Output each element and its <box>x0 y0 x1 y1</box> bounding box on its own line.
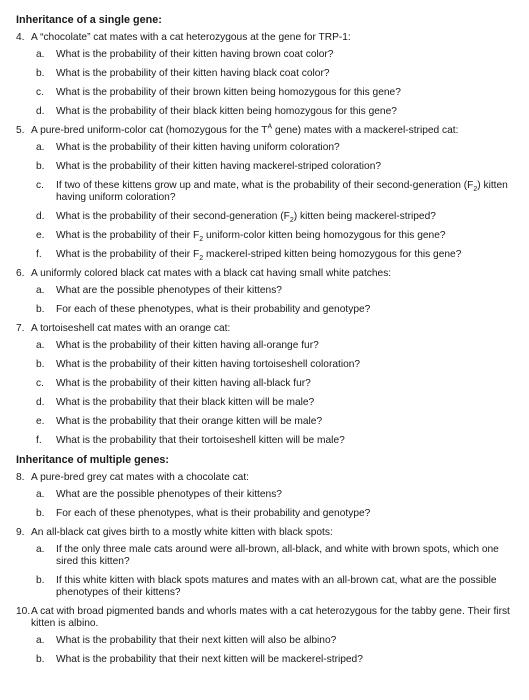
sub-question-text: What is the probability that their next kitten will also be albino? <box>56 635 337 646</box>
sub-question-letter: f. <box>36 435 42 446</box>
sub-question-letter: d. <box>36 397 45 408</box>
question-number: 7. <box>16 323 25 334</box>
sub-question <box>36 340 521 352</box>
sub-question-letter: b. <box>36 161 45 172</box>
sub-question-text: What is the probability of their kitten having tortoiseshell coloration? <box>56 359 361 370</box>
sub-question-text: What is the probability of their kitten having all-orange fur? <box>56 340 319 351</box>
sub-question-text: What is the probability of their kitten having brown coat color? <box>56 49 334 60</box>
sub-question-list <box>16 544 521 599</box>
question-number: 9. <box>16 527 25 538</box>
sub-question <box>36 435 521 447</box>
question-number: 8. <box>16 472 25 483</box>
question-text: A tortoiseshell cat mates with an orange cat: <box>31 323 231 334</box>
sub-question-letter: c. <box>36 180 44 191</box>
question-text: A cat with broad pigmented bands and whorls mates with a cat heterozygous for the tabby gene. Their first kitten is albino. <box>31 606 510 629</box>
sub-question-text: If the only three male cats around were all-brown, all-black, and white with brown spots, which one sired this kitten? <box>56 544 499 567</box>
sub-question <box>36 49 521 61</box>
question-9 <box>16 527 521 539</box>
sub-question-text: What is the probability that their tortoiseshell kitten will be male? <box>56 435 345 446</box>
sub-question-text: What is the probability that their next kitten will be mackerel-striped? <box>56 654 363 665</box>
sub-question <box>36 285 521 297</box>
sub-question-list <box>16 340 521 447</box>
sub-question <box>36 68 521 80</box>
sub-question <box>36 87 521 99</box>
sub-question <box>36 378 521 390</box>
sub-question-letter: a. <box>36 49 45 60</box>
question-text: A pure-bred grey cat mates with a chocolate cat: <box>31 472 250 483</box>
sub-question-text: What is the probability of their kitten having black coat color? <box>56 68 330 79</box>
sub-question-letter: f. <box>36 249 42 260</box>
sub-question-list <box>16 489 521 520</box>
sub-question-text: What is the probability of their kitten having uniform coloration? <box>56 142 340 153</box>
sub-question-letter: b. <box>36 508 45 519</box>
sub-question-text: For each of these phenotypes, what is their probability and genotype? <box>56 304 371 315</box>
question-10 <box>16 606 521 630</box>
sub-question-text: What are the possible phenotypes of their kittens? <box>56 285 282 296</box>
sub-question <box>36 142 521 154</box>
sub-question-letter: a. <box>36 544 45 555</box>
question-number: 6. <box>16 268 25 279</box>
sub-question-text: What is the probability of their $F_2$ mackerel-striped kitten being homozygous for this gene? <box>56 249 462 263</box>
sub-question-letter: b. <box>36 654 45 665</box>
sub-question-letter: c. <box>36 378 44 389</box>
sub-question-letter: d. <box>36 106 45 117</box>
sub-question-list <box>16 142 521 261</box>
sub-question <box>36 106 521 118</box>
question-4 <box>16 32 521 44</box>
section-heading: Inheritance of a single gene: <box>16 14 162 26</box>
sub-question-letter: d. <box>36 211 45 222</box>
sub-question-list <box>16 285 521 316</box>
question-number: 5. <box>16 125 25 136</box>
question-text: A pure-bred uniform-color cat (homozygous for the $T^A$ gene) mates with a mackerel-striped cat: <box>31 123 459 136</box>
sub-question-text: What are the possible phenotypes of their kittens? <box>56 489 282 500</box>
sub-question <box>36 575 521 599</box>
sub-question-text: What is the probability of their kitten having all-black fur? <box>56 378 311 389</box>
sub-question-letter: c. <box>36 87 44 98</box>
sub-question <box>36 230 521 242</box>
question-number: 10. <box>16 606 31 617</box>
sub-question-letter: e. <box>36 416 45 427</box>
sub-question-letter: b. <box>36 68 45 79</box>
sub-question <box>36 211 521 223</box>
sub-question <box>36 304 521 316</box>
sub-question-text: What is the probability of their second-generation $(F_2)$ kitten being mackerel-striped? <box>56 211 436 225</box>
sub-question-letter: a. <box>36 635 45 646</box>
sub-question <box>36 544 521 568</box>
section-heading: Inheritance of multiple genes: <box>16 454 169 466</box>
sub-question-letter: b. <box>36 575 45 586</box>
sub-question-text: What is the probability that their orange kitten will be male? <box>56 416 323 427</box>
sub-question-letter: e. <box>36 230 45 241</box>
sub-question <box>36 508 521 520</box>
sub-question <box>36 359 521 371</box>
question-6 <box>16 268 521 280</box>
sub-question-letter: a. <box>36 142 45 153</box>
question-number: 4. <box>16 32 25 43</box>
question-8 <box>16 472 521 484</box>
sub-question-text: If two of these kittens grow up and mate, what is the probability of their second-generation $(F_2)$ kitten having uniform coloration? <box>56 180 508 203</box>
sub-question-text: For each of these phenotypes, what is their probability and genotype? <box>56 508 371 519</box>
question-text: A “chocolate” cat mates with a cat heterozygous at the gene for TRP-1: <box>31 32 351 43</box>
sub-question <box>36 397 521 409</box>
question-text: An all-black cat gives birth to a mostly white kitten with black spots: <box>31 527 333 538</box>
sub-question-text: What is the probability of their $F_2$ uniform-color kitten being homozygous for this gene? <box>56 230 446 244</box>
sub-question-list <box>16 635 521 666</box>
sub-question-letter: a. <box>36 340 45 351</box>
sub-question-letter: a. <box>36 285 45 296</box>
sub-question-letter: b. <box>36 304 45 315</box>
sub-question <box>36 249 521 261</box>
question-5 <box>16 125 521 137</box>
sub-question-text: What is the probability of their brown kitten being homozygous for this gene? <box>56 87 401 98</box>
question-7 <box>16 323 521 335</box>
sub-question <box>36 180 521 204</box>
sub-question <box>36 654 521 666</box>
sub-question-text: What is the probability that their black kitten will be male? <box>56 397 315 408</box>
question-text: A uniformly colored black cat mates with a black cat having small white patches: <box>31 268 392 279</box>
sub-question <box>36 161 521 173</box>
sub-question-text: What is the probability of their kitten having mackerel-striped coloration? <box>56 161 382 172</box>
sub-question-letter: a. <box>36 489 45 500</box>
sub-question <box>36 489 521 501</box>
sub-question-letter: b. <box>36 359 45 370</box>
sub-question-list <box>16 49 521 118</box>
sub-question <box>36 416 521 428</box>
sub-question-text: If this white kitten with black spots matures and mates with an all-brown cat, what are the possible phenotypes of their kittens? <box>56 575 497 598</box>
sub-question <box>36 635 521 647</box>
sub-question-text: What is the probability of their black kitten being homozygous for this gene? <box>56 106 397 117</box>
